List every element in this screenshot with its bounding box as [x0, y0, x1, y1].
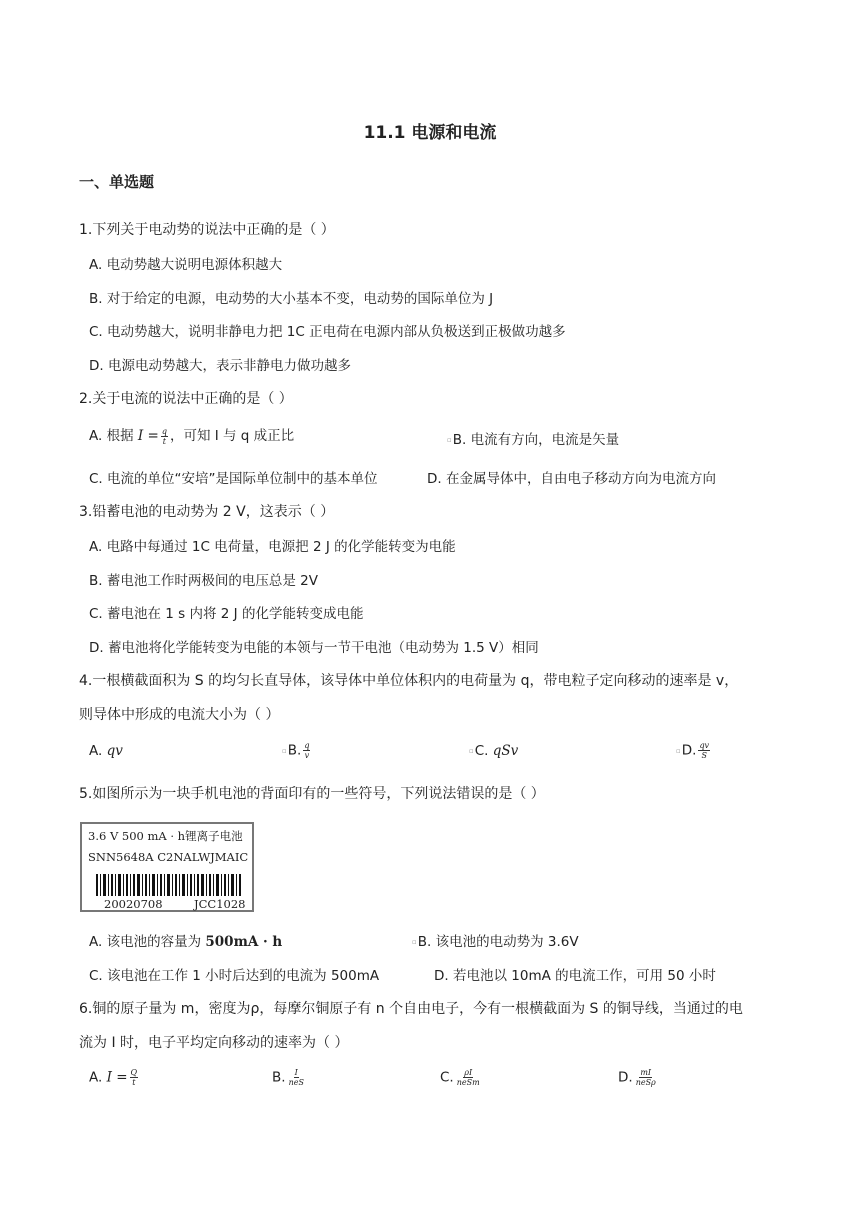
q2-fraction: $\frac{q}{t}$	[161, 426, 167, 446]
q6-option-d: D. $\frac{mI}{\text{neSρ}}$	[618, 1068, 656, 1087]
q3-option-a: A. 电路中每通过 1C 电荷量，电源把 2 J 的化学能转变为电能	[89, 539, 456, 555]
q5-option-c: C. 该电池在工作 1 小时后达到的电流为 500mA	[89, 968, 380, 984]
q5-option-a: A. 该电池的容量为 500mA · h	[89, 934, 283, 950]
q5-option-b: ▫B. 该电池的电动势为 3.6V	[412, 934, 579, 950]
q6-option-a: A. I = $\frac{Q}{t}$	[89, 1068, 138, 1087]
question-4-stem-line1: 4.一根横截面积为 S 的均匀长直导体，该导体中单位体积内的电荷量为 q，带电粒子定向移动的速率是 v，	[79, 673, 739, 689]
q2-option-c: C. 电流的单位“安培”是国际单位制中的基本单位	[89, 471, 378, 487]
battery-label-line1: 3.6 V 500 mA · h锂离子电池	[88, 829, 243, 843]
q1-option-c: C. 电动势越大，说明非静电力把 1C 正电荷在电源内部从负极送到正极做功越多	[89, 324, 566, 340]
q1-option-a: A. 电动势越大说明电源体积越大	[89, 257, 283, 273]
q2-option-b: ▫B. 电流有方向，电流是矢量	[447, 432, 620, 448]
question-4-stem-line2: 则导体中形成的电流大小为（ ）	[79, 707, 280, 723]
question-6-stem-line2: 流为 I 时，电子平均定向移动的速率为（ ）	[79, 1035, 349, 1051]
q4-option-c: ▫C. qSv	[469, 743, 519, 759]
q2-option-a: A. 根据 I = $\frac{q}{t}$ ，可知 I 与 q 成正比	[89, 426, 295, 446]
q4-option-b: ▫B. $\frac{q}{v}$	[282, 741, 310, 760]
battery-label-image	[80, 822, 254, 912]
question-2-stem: 2.关于电流的说法中正确的是（ ）	[79, 391, 293, 407]
battery-label-code: JCC1028	[194, 897, 246, 911]
battery-label-line2: SNN5648A C2NALWJMAIC	[88, 850, 249, 864]
q3-option-b: B. 蓄电池工作时两极间的电压总是 2V	[89, 573, 318, 589]
page-title: 11.1 电源和电流	[363, 123, 497, 143]
q4-option-a: A. qv	[89, 743, 123, 759]
barcode	[96, 874, 242, 896]
q2-option-d: D. 在金属导体中，自由电子移动方向为电流方向	[427, 471, 716, 487]
question-1-stem: 1.下列关于电动势的说法中正确的是（ ）	[79, 222, 335, 238]
section-heading: 一、单选题	[79, 173, 155, 191]
q5-option-d: D. 若电池以 10mA 的电流工作，可用 50 小时	[434, 968, 716, 984]
q6-option-c: C. $\frac{\rho I}{\text{neSm}}$	[440, 1068, 480, 1087]
q3-option-d: D. 蓄电池将化学能转变为电能的本领与一节干电池（电动势为 1.5 V）相同	[89, 640, 539, 656]
question-3-stem: 3.铅蓄电池的电动势为 2 V，这表示（ ）	[79, 504, 335, 520]
q1-option-d: D. 电源电动势越大，表示非静电力做功越多	[89, 358, 351, 374]
question-5-stem: 5.如图所示为一块手机电池的背面印有的一些符号，下列说法错误的是（ ）	[79, 786, 545, 802]
q3-option-c: C. 蓄电池在 1 s 内将 2 J 的化学能转变成电能	[89, 606, 364, 622]
q1-option-b: B. 对于给定的电源，电动势的大小基本不变，电动势的国际单位为 J	[89, 291, 494, 307]
question-6-stem-line1: 6.铜的原子量为 m，密度为ρ，每摩尔铜原子有 n 个自由电子，今有一根横截面为 S 的铜导线，当通过的电	[79, 1001, 743, 1017]
q4-option-d: ▫D. $\frac{qv}{S}$	[676, 741, 710, 760]
q6-option-b: B. $\frac{I}{\text{neS}}$	[272, 1068, 304, 1087]
battery-label-date: 20020708	[104, 897, 163, 911]
